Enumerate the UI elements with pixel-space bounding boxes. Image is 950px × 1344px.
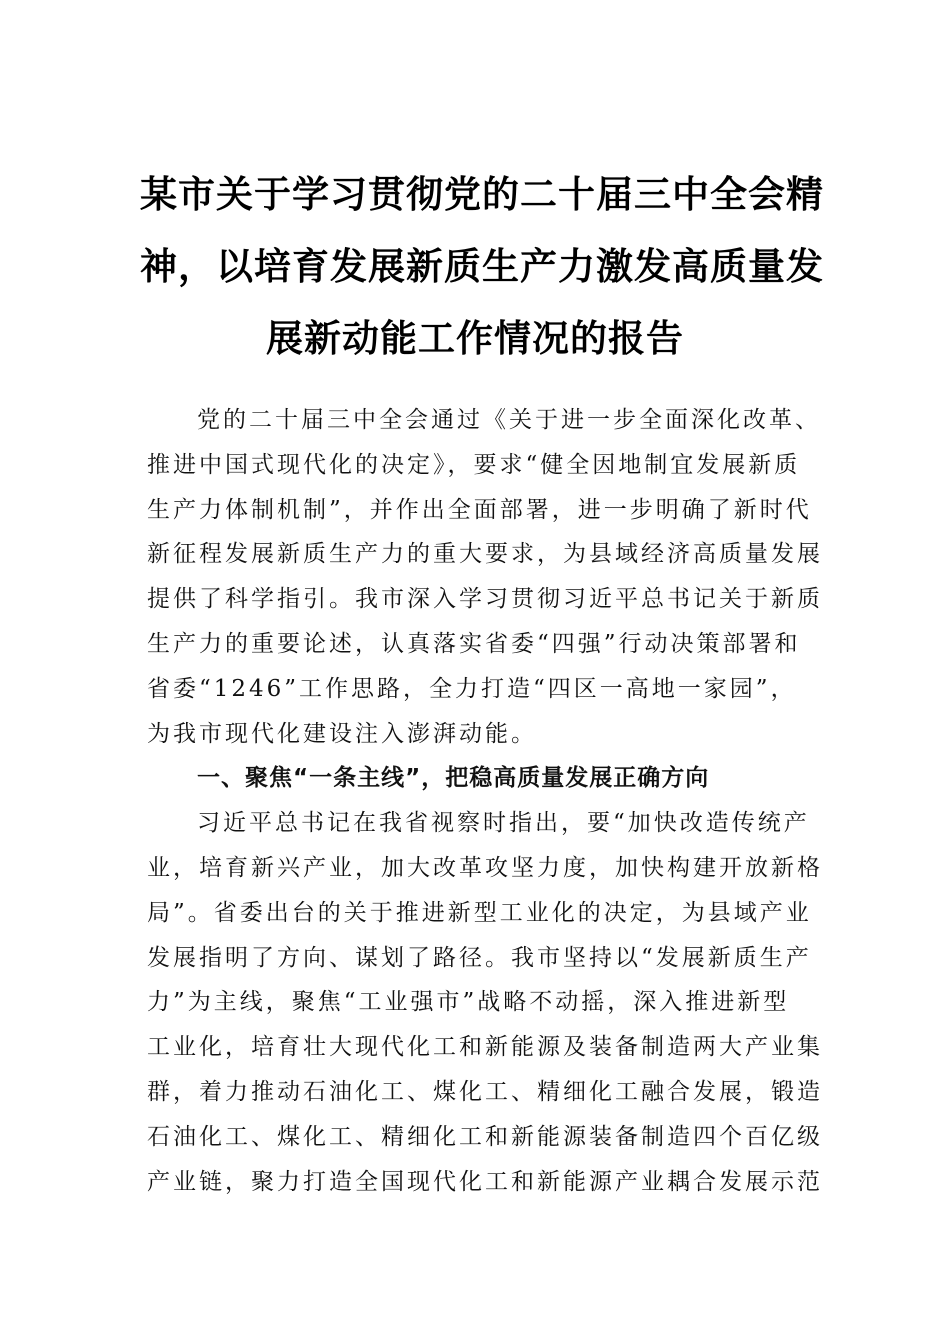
section-paragraph-line: 局”。省委出台的关于推进新型工业化的决定，为县域产业 [147, 899, 812, 926]
section-paragraph-line: 石油化工、煤化工、精细化工和新能源装备制造四个百亿级 [147, 1123, 823, 1150]
intro-paragraph-line: 推进中国式现代化的决定》，要求“健全因地制宜发展新质 [147, 451, 801, 478]
section-paragraph-line: 产业链，聚力打造全国现代化工和新能源产业耦合发展示范 [147, 1168, 823, 1195]
intro-paragraph-line: 生产力的重要论述，认真落实省委“四强”行动决策部署和 [147, 630, 801, 657]
section-paragraph-line: 群，着力推动石油化工、煤化工、精细化工融合发展，锻造 [147, 1078, 823, 1105]
intro-paragraph-line: 省委“1246”工作思路，全力打造“四区一高地一家园”， [147, 675, 797, 702]
intro-paragraph-line: 党的二十届三中全会通过《关于进一步全面深化改革、 [197, 407, 821, 433]
document-body [147, 398, 823, 1204]
section-heading: 一、聚焦“一条主线”，把稳高质量发展正确方向 [197, 765, 710, 792]
title-line: 展新动能工作情况的报告 [266, 316, 684, 360]
intro-paragraph-line: 新征程发展新质生产力的重大要求，为县域经济高质量发展 [147, 541, 823, 568]
section-paragraph-line: 业，培育新兴产业，加大改革攻坚力度，加快构建开放新格 [147, 854, 823, 881]
document-title [140, 158, 824, 374]
title-line: 某市关于学习贯彻党的二十届三中全会精 [140, 172, 824, 216]
intro-paragraph-line: 生产力体制机制”，并作出全面部署，进一步明确了新时代 [147, 496, 812, 523]
section-paragraph-line: 习近平总书记在我省视察时指出，要“加快改造传统产 [197, 810, 810, 837]
section-paragraph-line: 工业化，培育壮大现代化工和新能源及装备制造两大产业集 [147, 1034, 823, 1061]
intro-paragraph-line: 为我市现代化建设注入澎湃动能。 [147, 720, 537, 747]
title-line: 神，以培育发展新质生产力激发高质量发 [140, 244, 824, 288]
section-paragraph-line: 发展指明了方向、谋划了路径。我市坚持以“发展新质生产 [147, 944, 812, 971]
section-paragraph-line: 力”为主线，聚焦“工业强市”战略不动摇，深入推进新型 [147, 989, 790, 1016]
intro-paragraph-line: 提供了科学指引。我市深入学习贯彻习近平总书记关于新质 [147, 586, 823, 613]
